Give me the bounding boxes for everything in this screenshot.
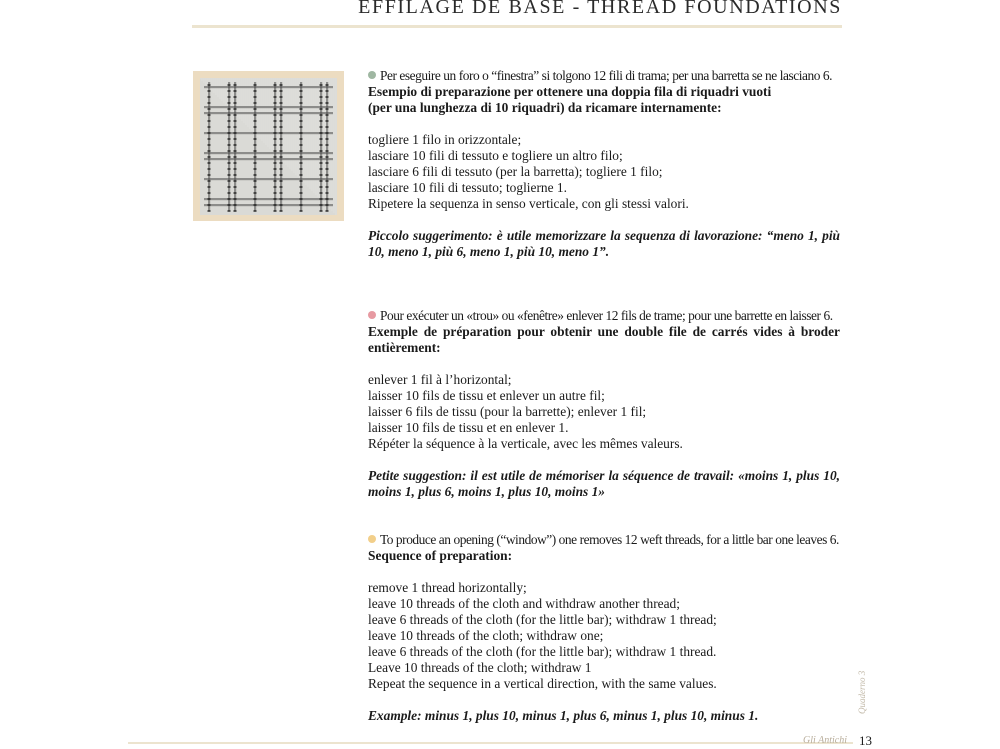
french-section [368, 308, 840, 500]
french-heading: Exemple de préparation pour obtenir une double file de carrés vides à broder entièrement: [368, 324, 840, 355]
italian-heading-line-2: (per una lunghezza di 10 riquadri) da ricamare internamente: [368, 100, 722, 115]
french-step: laisser 10 fils de tissu et enlever un autre fil; [368, 388, 605, 403]
green-bullet-icon [368, 71, 376, 79]
french-intro: Pour exécuter un «trou» ou «fenêtre» enlever 12 fils de trame; pour une barrette en laisser 6. [368, 308, 840, 324]
english-intro: To produce an opening (“window”) one removes 12 weft threads, for a little bar one leaves 6. [368, 532, 840, 548]
italian-section [368, 68, 840, 260]
header-rule [192, 25, 842, 28]
english-section [368, 532, 840, 724]
english-tip: Example: minus 1, plus 10, minus 1, plus 6, minus 1, plus 10, minus 1. [368, 708, 759, 723]
pink-bullet-icon [368, 311, 376, 319]
english-step: leave 10 threads of the cloth and withdraw another thread; [368, 596, 680, 611]
english-step: remove 1 thread horizontally; [368, 580, 527, 595]
english-step: leave 6 threads of the cloth (for the little bar); withdraw 1 thread. [368, 644, 717, 659]
yellow-bullet-icon [368, 535, 376, 543]
french-step: laisser 6 fils de tissu (pour la barrette); enlever 1 fil; [368, 404, 647, 419]
series-name: Gli Antichi [803, 735, 847, 746]
italian-heading-line-1: Esempio di preparazione per ottenere una doppia fila di riquadri vuoti [368, 84, 772, 99]
linen-photo [193, 71, 344, 221]
page-header-title: EFFILAGE DE BASE - THREAD FOUNDATIONS [358, 0, 842, 18]
italian-step: lasciare 10 fili di tessuto; toglierne 1. [368, 180, 567, 195]
volume-mark: Quaderno 3 [857, 670, 867, 714]
french-step: Répéter la séquence à la verticale, avec les mêmes valeurs. [368, 436, 683, 451]
english-heading: Sequence of preparation: [368, 548, 513, 563]
english-step: leave 6 threads of the cloth (for the little bar); withdraw 1 thread; [368, 612, 717, 627]
english-step: Repeat the sequence in a vertical direction, with the same values. [368, 676, 717, 691]
english-step: leave 10 threads of the cloth; withdraw one; [368, 628, 604, 643]
italian-step: lasciare 6 fili di tessuto (per la barretta); togliere 1 filo; [368, 164, 663, 179]
italian-step: togliere 1 filo in orizzontale; [368, 132, 522, 147]
french-step: enlever 1 fil à l’horizontal; [368, 372, 512, 387]
footer-rule [128, 742, 853, 744]
drawn-thread-linen-image [200, 78, 337, 215]
italian-intro: Per eseguire un foro o “finestra” si tolgono 12 fili di trama; per una barretta se ne lasciano 6. [368, 68, 840, 84]
french-tip: Petite suggestion: il est utile de mémoriser la séquence de travail: «moins 1, plus 10, moins 1, plus 6, moins 1, plus 10, moins 1» [368, 468, 840, 499]
italian-step: Ripetere la sequenza in senso verticale, con gli stessi valori. [368, 196, 689, 211]
italian-tip: Piccolo suggerimento: è utile memorizzare la sequenza di lavorazione: “meno 1, più 10, meno 1, più 6, meno 1, più 10, meno 1”. [368, 228, 840, 259]
french-step: laisser 10 fils de tissu et en enlever 1. [368, 420, 569, 435]
page-number: 13 [859, 733, 872, 748]
english-step: Leave 10 threads of the cloth; withdraw 1 [368, 660, 592, 675]
italian-step: lasciare 10 fili di tessuto e togliere un altro filo; [368, 148, 623, 163]
